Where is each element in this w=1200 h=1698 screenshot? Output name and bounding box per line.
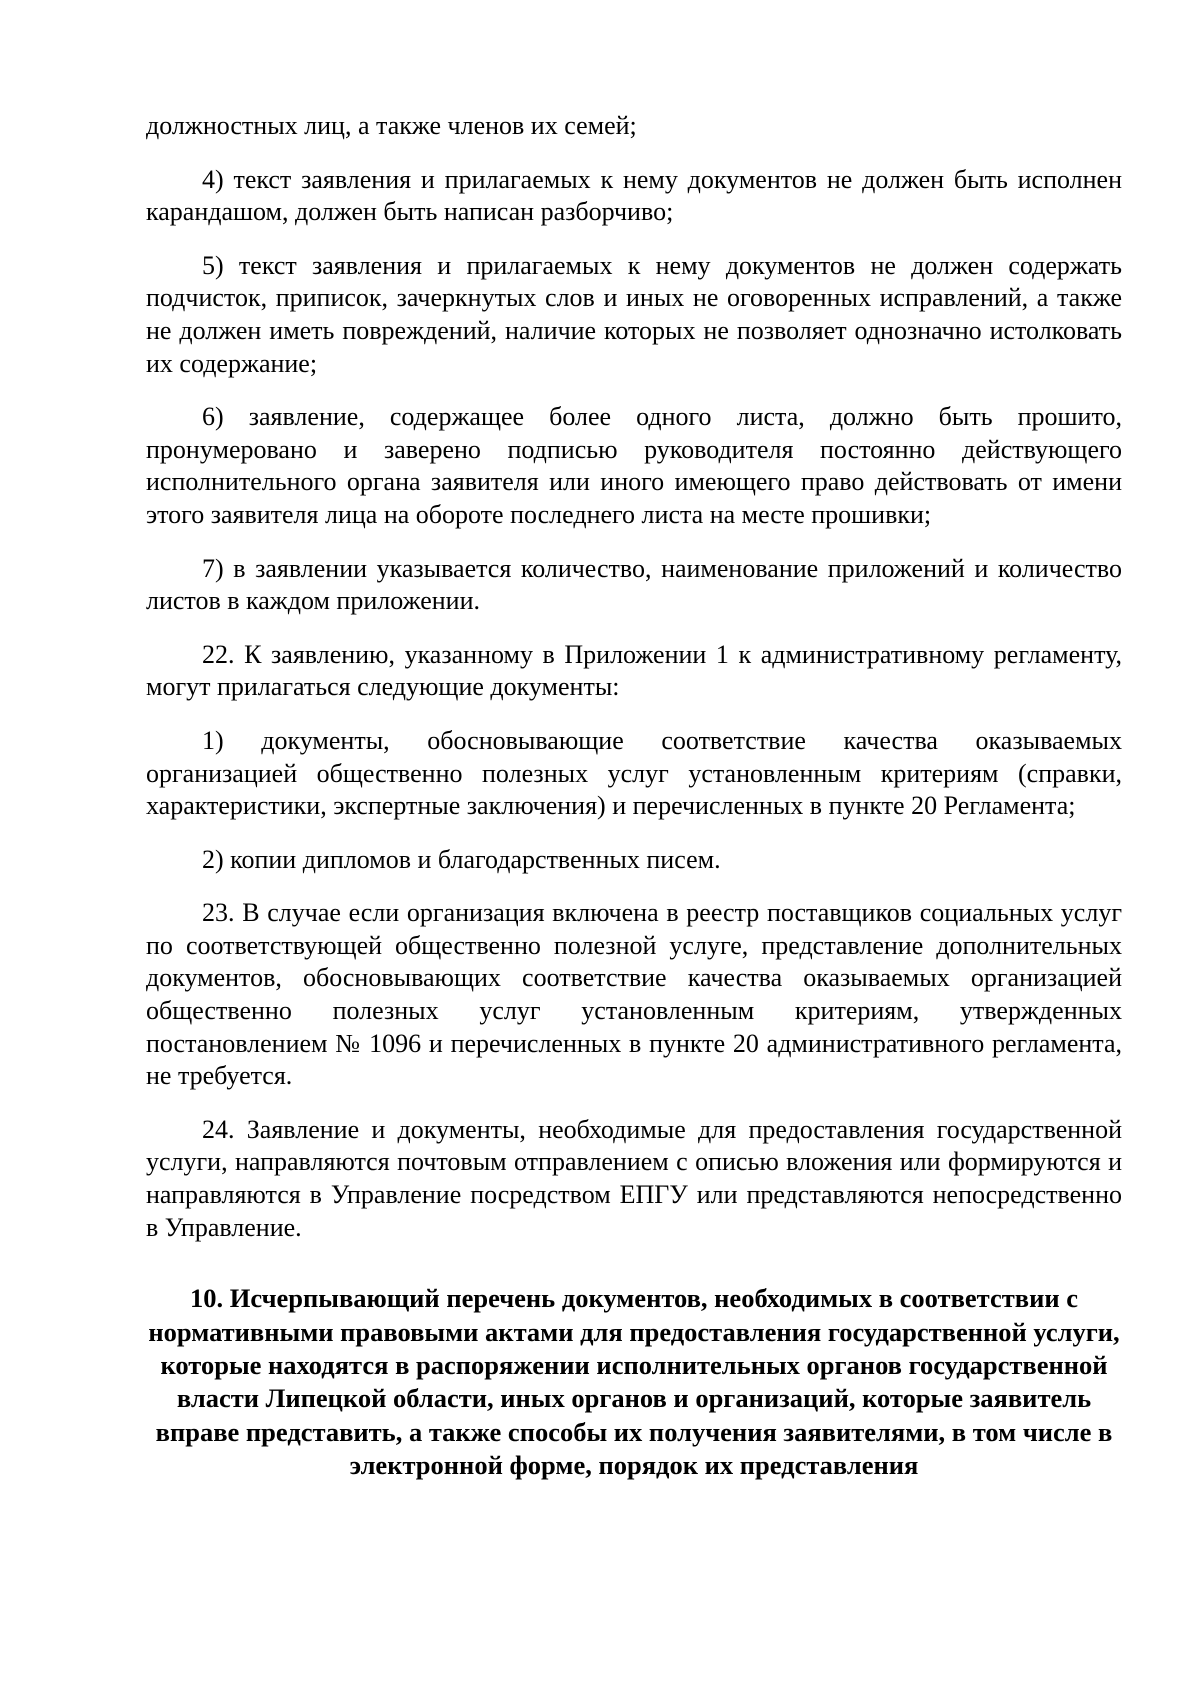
paragraph-clause-22-item-1: 1) документы, обосновывающие соответствие качества оказываемых организацией общественно полезных услуг установленным критериям (справки, характеристики, экспертные заключения) и перечисленных в пункте 20 Регламента;: [146, 725, 1122, 821]
paragraph-item-7: 7) в заявлении указывается количество, наименование приложений и количество листов в каждом приложении.: [146, 553, 1122, 616]
paragraph-clause-23: 23. В случае если организация включена в реестр поставщиков социальных услуг по соответствующей общественно полезной услуге, представление дополнительных документов, обосновывающих соответствие качества оказываемых организацией общественно полезных услуг установленным критериям, утвержденных постановлением № 1096 и перечисленных в пункте 20 административного регламента, не требуется.: [146, 898, 1122, 1091]
paragraph-clause-24: 24. Заявление и документы, необходимые для предоставления государственной услуги, направляются почтовым отправлением с описью вложения или формируются и направляются в Управление посредством ЕПГУ или представляются непосредственно в Управление.: [146, 1114, 1122, 1242]
paragraph-item-5: 5) текст заявления и прилагаемых к нему документов не должен содержать подчисток, приписок, зачеркнутых слов и иных не оговоренных исправлений, а также не должен иметь повреждений, наличие которых не позволяет однозначно истолковать их содержание;: [146, 250, 1122, 378]
document-body: [146, 110, 1122, 1483]
paragraph-item-6: 6) заявление, содержащее более одного листа, должно быть прошито, пронумеровано и заверено подписью руководителя постоянно действующего исполнительного органа заявителя или иного имеющего право действовать от имени этого заявителя лица на обороте последнего листа на месте прошивки;: [146, 402, 1122, 529]
section-heading-10: 10. Исчерпывающий перечень документов, необходимых в соответствии с нормативными правовыми актами для предоставления государственной услуги, которые находятся в распоряжении исполнительных органов государственной власти Липецкой области, иных органов и организаций, которые заявитель вправе представить, а также способы их получения заявителями, в том числе в электронной форме, порядок их представления: [148, 1283, 1120, 1481]
paragraph-clause-22: 22. К заявлению, указанному в Приложении 1 к административному регламенту, могут прилагаться следующие документы:: [146, 639, 1122, 702]
paragraph-item-4: 4) текст заявления и прилагаемых к нему документов не должен быть исполнен карандашом, должен быть написан разборчиво;: [146, 164, 1122, 227]
paragraph-continuation: должностных лиц, а также членов их семей;: [146, 111, 637, 140]
paragraph-clause-22-item-2: 2) копии дипломов и благодарственных писем.: [202, 844, 721, 874]
